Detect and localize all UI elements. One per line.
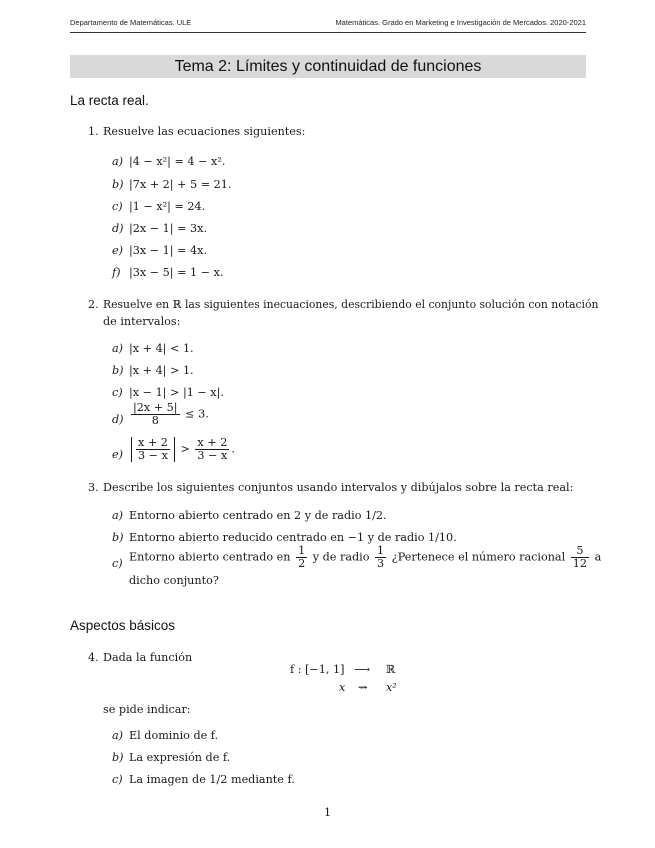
ex1-item-label: d) bbox=[112, 222, 124, 235]
ex1-item-expr: |4 − x²| = 4 − x². bbox=[129, 155, 226, 168]
ex2-item-c-expr: |x − 1| > |1 − x|. bbox=[129, 386, 224, 399]
section-heading-aspectos-basicos: Aspectos básicos bbox=[70, 618, 176, 633]
exercise-2-prompt-line2: de intervalos: bbox=[103, 315, 181, 328]
ex1-item-label: f) bbox=[112, 266, 121, 279]
ex3-item-b-text: Entorno abierto reducido centrado en −1 y de radio 1/10. bbox=[129, 531, 457, 544]
page-header bbox=[70, 18, 586, 33]
header-right: Matemáticas. Grado en Marketing e Investigación de Mercados. 2020-2021 bbox=[335, 18, 586, 27]
fraction: $\frac{1}{3}$ bbox=[377, 544, 385, 570]
fraction: $\frac{5}{12}$ bbox=[572, 544, 587, 570]
ex1-item-expr: |3x − 5| = 1 − x. bbox=[129, 266, 224, 279]
ex2-item-a-expr: |x + 4| < 1. bbox=[129, 342, 194, 355]
ex4-item-label: a) bbox=[112, 729, 124, 742]
fraction: $\frac{x + 2}{3 - x}$ bbox=[197, 436, 228, 462]
ex1-item-expr: |7x + 2| + 5 = 21. bbox=[129, 178, 232, 191]
exercise-3-number: 3. bbox=[88, 481, 99, 494]
ex1-item-expr: |1 − x²| = 24. bbox=[129, 200, 206, 213]
ex1-item-label: c) bbox=[112, 200, 123, 213]
ex1-item-label: b) bbox=[112, 178, 124, 191]
exercise-1-number: 1. bbox=[88, 125, 99, 138]
fraction: $\frac{1}{2}$ bbox=[298, 544, 306, 570]
ex3-item-c-line2: dicho conjunto? bbox=[129, 574, 219, 587]
ex1-item-expr: |2x − 1| = 3x. bbox=[129, 222, 208, 235]
ex3-item-b-label: b) bbox=[112, 531, 124, 544]
function-codomain: ℝ bbox=[386, 663, 396, 676]
function-image: x² bbox=[386, 681, 397, 694]
ex2-item-b-label: b) bbox=[112, 364, 124, 377]
ex2-item-e-expr: $\frac{x + 2}{3 - x}$ > $\frac{x + 2}{3 - x}$ . bbox=[129, 437, 235, 462]
ex2-item-b-expr: |x + 4| > 1. bbox=[129, 364, 194, 377]
maps-to-icon: ⇝ bbox=[358, 681, 368, 694]
exercise-2-number: 2. bbox=[88, 298, 99, 311]
ex3-item-a-label: a) bbox=[112, 509, 124, 522]
ex4-item-label: c) bbox=[112, 773, 123, 786]
exercise-4-prompt: Dada la función bbox=[103, 651, 193, 664]
fraction: $\frac{|2x + 5|}{8}$ bbox=[133, 401, 178, 427]
ex4-item-label: b) bbox=[112, 751, 124, 764]
exercise-2-prompt-line1: Resuelve en ℝ las siguientes inecuaciones, describiendo el conjunto solución con notación bbox=[103, 298, 599, 311]
ex3-item-c-label: c) bbox=[112, 557, 123, 570]
exercise-3-prompt: Describe los siguientes conjuntos usando intervalos y dibújalos sobre la recta real: bbox=[103, 481, 574, 494]
ex1-item-label: a) bbox=[112, 155, 124, 168]
exercise-1-prompt: Resuelve las ecuaciones siguientes: bbox=[103, 125, 306, 138]
ex2-item-d-expr: $\frac{|2x + 5|}{8}$ ≤ 3. bbox=[133, 401, 209, 427]
section-heading-recta-real: La recta real. bbox=[70, 93, 149, 108]
absolute-value: $\frac{x + 2}{3 - x}$ bbox=[131, 437, 175, 462]
header-left: Departamento de Matemáticas. ULE bbox=[70, 18, 192, 27]
ex3-item-c-text: Entorno abierto centrado en $\frac{1}{2}$ y de radio $\frac{1}{3}$ ¿Pertenece el número racional $\frac{5}{12}$ a bbox=[129, 544, 602, 570]
exercise-4-ask: se pide indicar: bbox=[103, 703, 191, 716]
page-title: Tema 2: Límites y continuidad de funciones bbox=[70, 55, 586, 78]
ex2-item-d-label: d) bbox=[112, 413, 124, 426]
ex4-item-text: El dominio de f. bbox=[129, 729, 219, 742]
ex2-item-a-label: a) bbox=[112, 342, 124, 355]
ex3-item-a-text: Entorno abierto centrado en 2 y de radio 1/2. bbox=[129, 509, 387, 522]
ex2-item-c-label: c) bbox=[112, 386, 123, 399]
page-number: 1 bbox=[323, 806, 332, 819]
ex1-item-expr: |3x − 1| = 4x. bbox=[129, 244, 208, 257]
ex1-item-label: e) bbox=[112, 244, 123, 257]
ex4-item-text: La expresión de f. bbox=[129, 751, 231, 764]
function-variable: x bbox=[339, 681, 346, 694]
exercise-4-number: 4. bbox=[88, 651, 99, 664]
ex4-item-text: La imagen de 1/2 mediante f. bbox=[129, 773, 295, 786]
function-domain: f : [−1, 1] bbox=[290, 663, 345, 676]
ex2-item-e-label: e) bbox=[112, 448, 123, 461]
arrow-icon: ⟶ bbox=[354, 663, 371, 676]
